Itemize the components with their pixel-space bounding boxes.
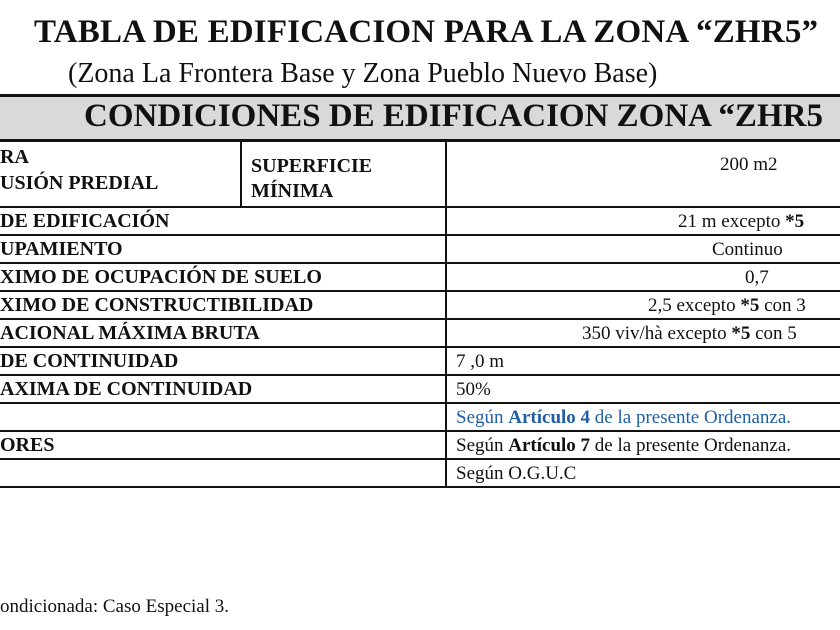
constructibility-label: XIMO DE CONSTRUCTIBILIDAD <box>0 294 314 316</box>
table-row-divider <box>0 458 840 460</box>
table-border <box>0 486 840 488</box>
document-subtitle: (Zona La Frontera Base y Zona Pueblo Nuevo Base) <box>68 58 658 89</box>
occupation-label: XIMO DE OCUPACIÓN DE SUELO <box>0 266 322 288</box>
table-border <box>0 139 840 142</box>
grouping-value: Continuo <box>712 239 783 260</box>
table-row-divider <box>0 262 840 264</box>
height-value: 21 m excepto *5 <box>678 211 805 232</box>
table-border <box>0 94 840 97</box>
table-row-divider <box>0 206 840 208</box>
article-4-reference[interactable]: Según Artículo 4 de la presente Ordenanza. <box>456 407 792 428</box>
grouping-label: UPAMIENTO <box>0 238 123 260</box>
continuity-value: 7 ,0 m <box>456 351 505 372</box>
density-label: ACIONAL MÁXIMA BRUTA <box>0 322 260 344</box>
subdivision-label: RA <box>0 146 29 168</box>
document-title: TABLA DE EDIFICACION PARA LA ZONA “ZHR5” <box>34 14 819 50</box>
table-row-divider <box>0 290 840 292</box>
section-header-text: CONDICIONES DE EDIFICACION ZONA “ZHR5 <box>84 98 823 134</box>
table-row-divider <box>0 402 840 404</box>
table-column-divider <box>240 141 242 208</box>
oguc-value: Según O.G.U.C <box>456 463 577 484</box>
max-continuity-value: 50% <box>456 379 491 400</box>
ores-label: ORES <box>0 434 55 456</box>
max-continuity-label: AXIMA DE CONTINUIDAD <box>0 378 253 400</box>
continuity-label: DE CONTINUIDAD <box>0 350 179 372</box>
table-row-divider <box>0 374 840 376</box>
table-row-divider <box>0 346 840 348</box>
density-value: 350 viv/hà excepto *5 con 5 <box>582 323 797 344</box>
subdivision-label: USIÓN PREDIAL <box>0 172 159 194</box>
article-7-reference: Según Artículo 7 de la presente Ordenanza. <box>456 435 792 456</box>
occupation-value: 0,7 <box>745 267 769 288</box>
height-label: DE EDIFICACIÓN <box>0 210 170 232</box>
surface-value: 200 m2 <box>720 154 778 175</box>
footnote: ondicionada: Caso Especial 3. <box>0 596 229 617</box>
table-column-divider <box>445 141 447 488</box>
table-row-divider <box>0 234 840 236</box>
surface-label: MÍNIMA <box>251 180 334 202</box>
surface-label: SUPERFICIE <box>251 155 373 177</box>
table-row-divider <box>0 318 840 320</box>
table-row-divider <box>0 430 840 432</box>
constructibility-value: 2,5 excepto *5 con 3 <box>648 295 806 316</box>
